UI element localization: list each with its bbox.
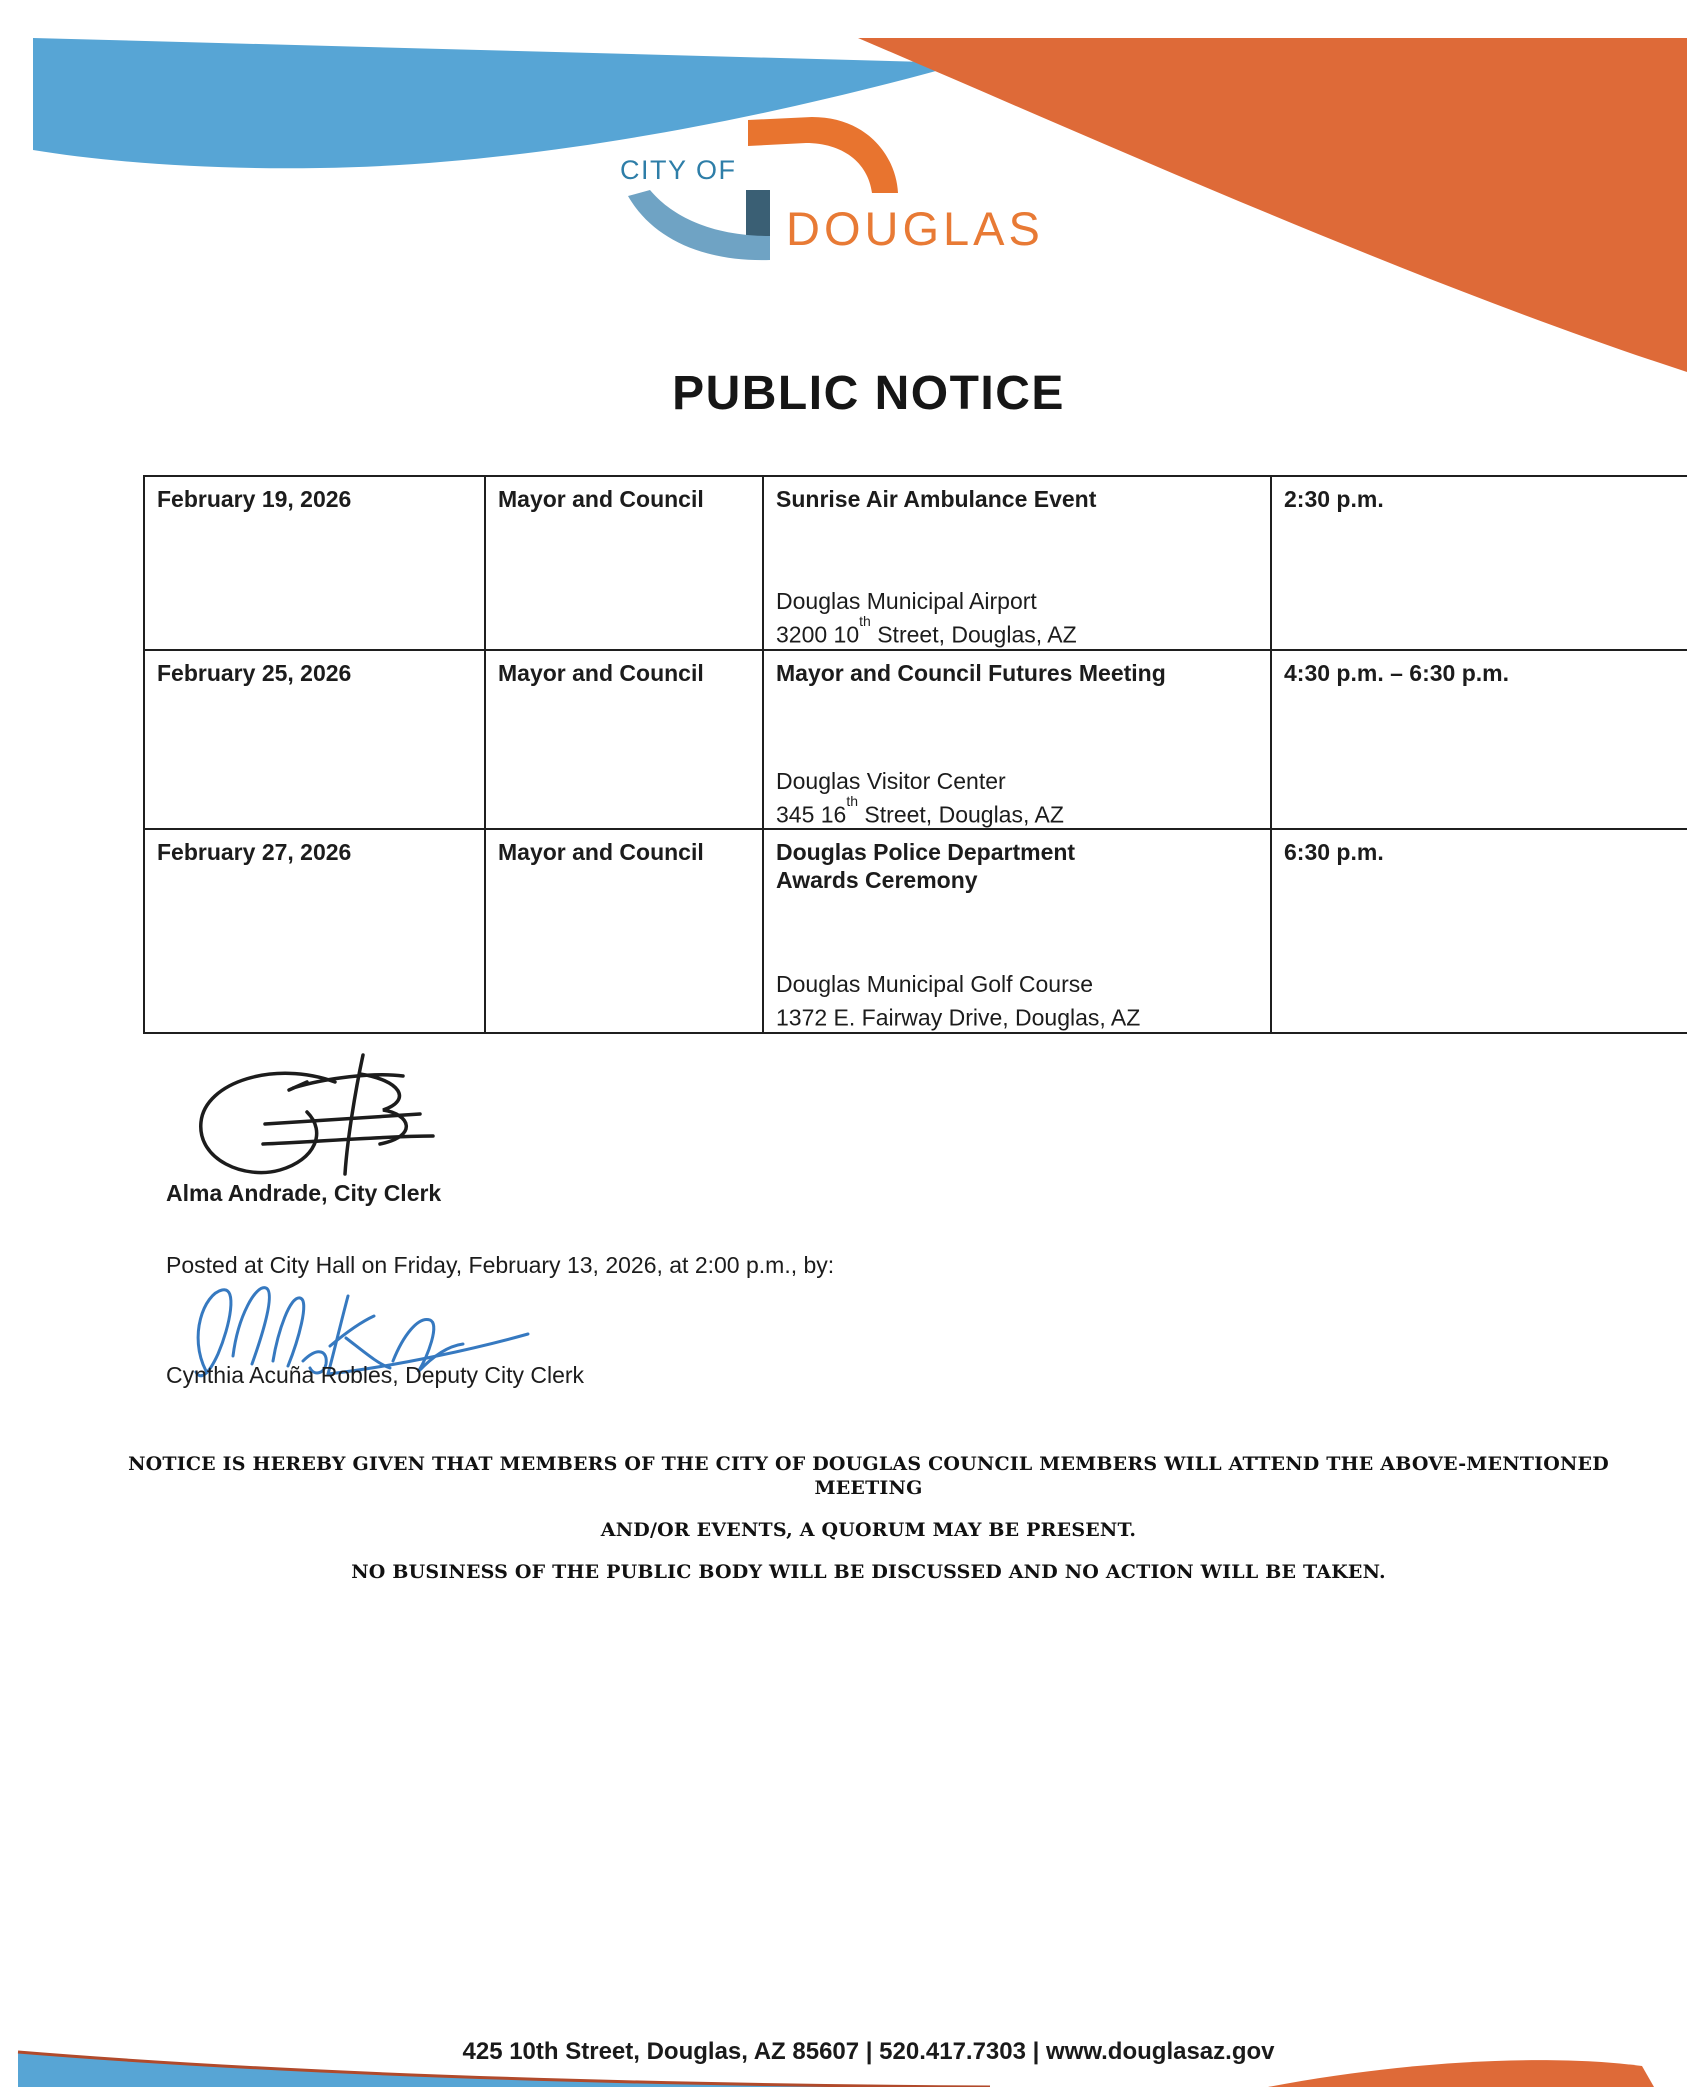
event-address: 345 16th Street, Douglas, AZ: [776, 792, 1064, 828]
event-venue: Douglas Municipal Golf Course: [776, 971, 1094, 998]
event-title: Douglas Police Department: [776, 839, 1076, 866]
cell-time: 4:30 p.m. – 6:30 p.m.: [1271, 650, 1687, 830]
header-graphic: [0, 0, 1687, 400]
event-title-line2: Awards Ceremony: [776, 867, 978, 894]
footer-address: 425 10th Street, Douglas, AZ 85607 | 520.417.7303 | www.douglasaz.gov: [462, 2038, 1275, 2065]
footer-orange-swoosh: [1268, 2060, 1654, 2087]
events-table: [143, 475, 1687, 1034]
event-address: 3200 10th Street, Douglas, AZ: [776, 613, 1077, 648]
cell-event: [763, 829, 1271, 1033]
cell-date: February 19, 2026: [144, 476, 485, 650]
cell-body: Mayor and Council: [485, 829, 763, 1033]
logo-orange-arc: [748, 117, 898, 193]
deputy-name: Cynthia Acuña Robles, Deputy City Clerk: [166, 1362, 585, 1388]
cell-date: February 27, 2026: [144, 829, 485, 1033]
cell-time: 2:30 p.m.: [1271, 476, 1687, 650]
event-location: [776, 587, 1258, 649]
event-venue: Douglas Visitor Center: [776, 767, 1006, 794]
cell-event: [763, 650, 1271, 830]
table-row: [144, 650, 1687, 830]
clerk-name: Alma Andrade, City Clerk: [166, 1180, 442, 1206]
cell-time: 6:30 p.m.: [1271, 829, 1687, 1033]
cell-event: [763, 476, 1271, 650]
clerk-signature-image: [185, 1052, 455, 1187]
event-location: [776, 767, 1258, 829]
footer-graphic: [0, 1967, 1687, 2087]
logo-city-of-text: CITY OF: [620, 155, 737, 185]
notice-paragraph: [120, 1452, 1617, 1602]
event-location: [776, 970, 1258, 1032]
event-title: Mayor and Council Futures Meeting: [776, 659, 1166, 686]
notice-line-1: NOTICE IS HEREBY GIVEN THAT MEMBERS OF THE CITY OF DOUGLAS COUNCIL MEMBERS WILL ATTEND THE ABOVE-MENTIONED MEETING: [128, 1453, 1609, 1499]
event-address: 1372 E. Fairway Drive, Douglas, AZ: [776, 1004, 1141, 1031]
footer-blue-swoosh: [18, 2052, 990, 2087]
posted-line: Posted at City Hall on Friday, February 13, 2026, at 2:00 p.m., by:: [166, 1252, 835, 1278]
cell-date: February 25, 2026: [144, 650, 485, 830]
notice-line-2: AND/OR EVENTS, A QUORUM MAY BE PRESENT.: [600, 1519, 1137, 1541]
cell-body: Mayor and Council: [485, 650, 763, 830]
page-title: PUBLIC NOTICE: [672, 367, 1065, 420]
table-row: [144, 476, 1687, 650]
notice-line-3: NO BUSINESS OF THE PUBLIC BODY WILL BE DISCUSSED AND NO ACTION WILL BE TAKEN.: [351, 1561, 1386, 1583]
ordinal-suffix: th: [846, 792, 859, 809]
ordinal-suffix: th: [859, 613, 871, 629]
event-venue: Douglas Municipal Airport: [776, 588, 1037, 614]
logo-wordmark-text: DOUGLAS: [786, 202, 1044, 255]
table-row: [144, 829, 1687, 1033]
header-blue-swoosh: [33, 38, 965, 168]
cell-body: Mayor and Council: [485, 476, 763, 650]
event-title: Sunrise Air Ambulance Event: [776, 486, 1097, 512]
